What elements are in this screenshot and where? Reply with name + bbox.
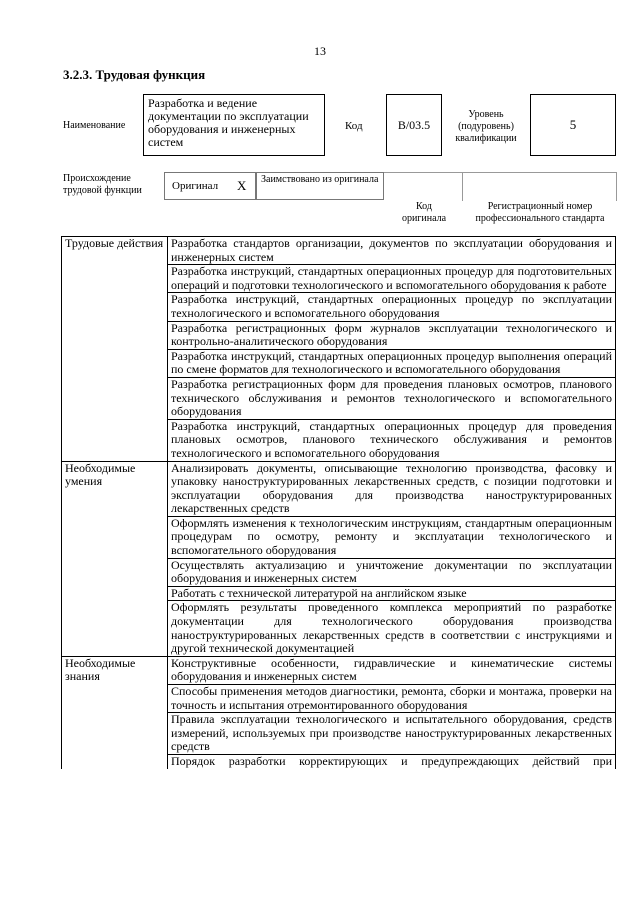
labor-action-row: Разработка инструкций, стандартных операционных процедур для проведения плановых осмотров, планового технического обслуживания и ремонтов технологического и вспомогательного оборудования <box>168 419 616 461</box>
knowledge-label: Необходимые знания <box>62 656 168 768</box>
knowledge-row: Порядок разработки корректирующих и предупреждающих действий при <box>168 754 616 768</box>
labor-action-row: Разработка регистрационных форм для проведения плановых осмотров, планового технического обслуживания и ремонтов технологического и вспомогательного оборудования <box>168 377 616 419</box>
skill-row: Работать с технической литературой на английском языке <box>168 586 616 601</box>
knowledge-row: Конструктивные особенности, гидравлические и кинематические системы оборудования и инженерных систем <box>168 656 616 684</box>
borrowed-box: Заимствовано из оригинала <box>256 172 384 200</box>
labor-action-row: Разработка стандартов организации, документов по эксплуатации оборудования и инженерных систем <box>168 237 616 265</box>
page-number: 13 <box>314 44 326 58</box>
code-value-box: B/03.5 <box>386 94 442 156</box>
code-original-cell <box>384 172 463 201</box>
name-label: Наименование <box>63 120 126 131</box>
original-box <box>164 172 256 200</box>
skill-row: Анализировать документы, описывающие технологию производства, фасовку и упаковку наноструктурированных лекарственных средств, с позиции подготовки и эксплуатации оборудования для производства наноструктурированных лекарственных средств <box>168 461 616 516</box>
level-label: Уровень (подуровень) квалификации <box>455 109 517 144</box>
function-table <box>61 236 616 769</box>
labor-action-row: Разработка инструкций, стандартных операционных процедур для подготовительных операций и подготовки технологического и вспомогательного оборудования к работе <box>168 265 616 293</box>
code-label: Код <box>345 120 363 132</box>
labor-actions-label: Трудовые действия <box>62 237 168 462</box>
section-title: 3.2.3. Трудовая функция <box>63 67 206 82</box>
reg-number-label: Регистрационный номер профессионального стандарта <box>475 201 605 224</box>
labor-action-row: Разработка регистрационных форм журналов эксплуатации технологического и контрольно-аналитического оборудования <box>168 321 616 349</box>
knowledge-row: Способы применения методов диагностики, ремонта, сборки и монтажа, проверки на точность и испытания отремонтированного оборудования <box>168 685 616 713</box>
name-value-box: Разработка и ведение документации по эксплуатации оборудования и инженерных систем <box>143 94 325 156</box>
skill-row: Оформлять изменения к технологическим инструкциям, стандартным операционным процедурам по осмотру, ремонту и эксплуатации технологического и вспомогательного оборудования <box>168 516 616 558</box>
origin-label: Происхождение трудовой функции <box>63 173 142 196</box>
knowledge-row: Правила эксплуатации технологического и испытательного оборудования, средств измерений, используемых при производстве наноструктурированных лекарственных средств <box>168 713 616 755</box>
level-value-box: 5 <box>530 94 616 156</box>
reg-number-cell <box>462 172 617 201</box>
original-mark: X <box>237 178 247 193</box>
skills-label: Необходимые умения <box>62 461 168 656</box>
skill-row: Оформлять результаты проведенного комплекса мероприятий по разработке документации для технологического оборудования производства наноструктурированных лекарственных средств в соответствии с инструкциями и другой технической документацией <box>168 601 616 656</box>
labor-action-row: Разработка инструкций, стандартных операционных процедур выполнения операций по смене форматов для технологического и вспомогательного оборудования <box>168 349 616 377</box>
skill-row: Осуществлять актуализацию и уничтожение документации по эксплуатации оборудования и инженерных систем <box>168 558 616 586</box>
labor-action-row: Разработка инструкций, стандартных операционных процедур по эксплуатации технологического и вспомогательного оборудования <box>168 293 616 321</box>
code-original-label: Код оригинала <box>401 201 447 224</box>
original-label: Оригинал <box>172 180 219 192</box>
